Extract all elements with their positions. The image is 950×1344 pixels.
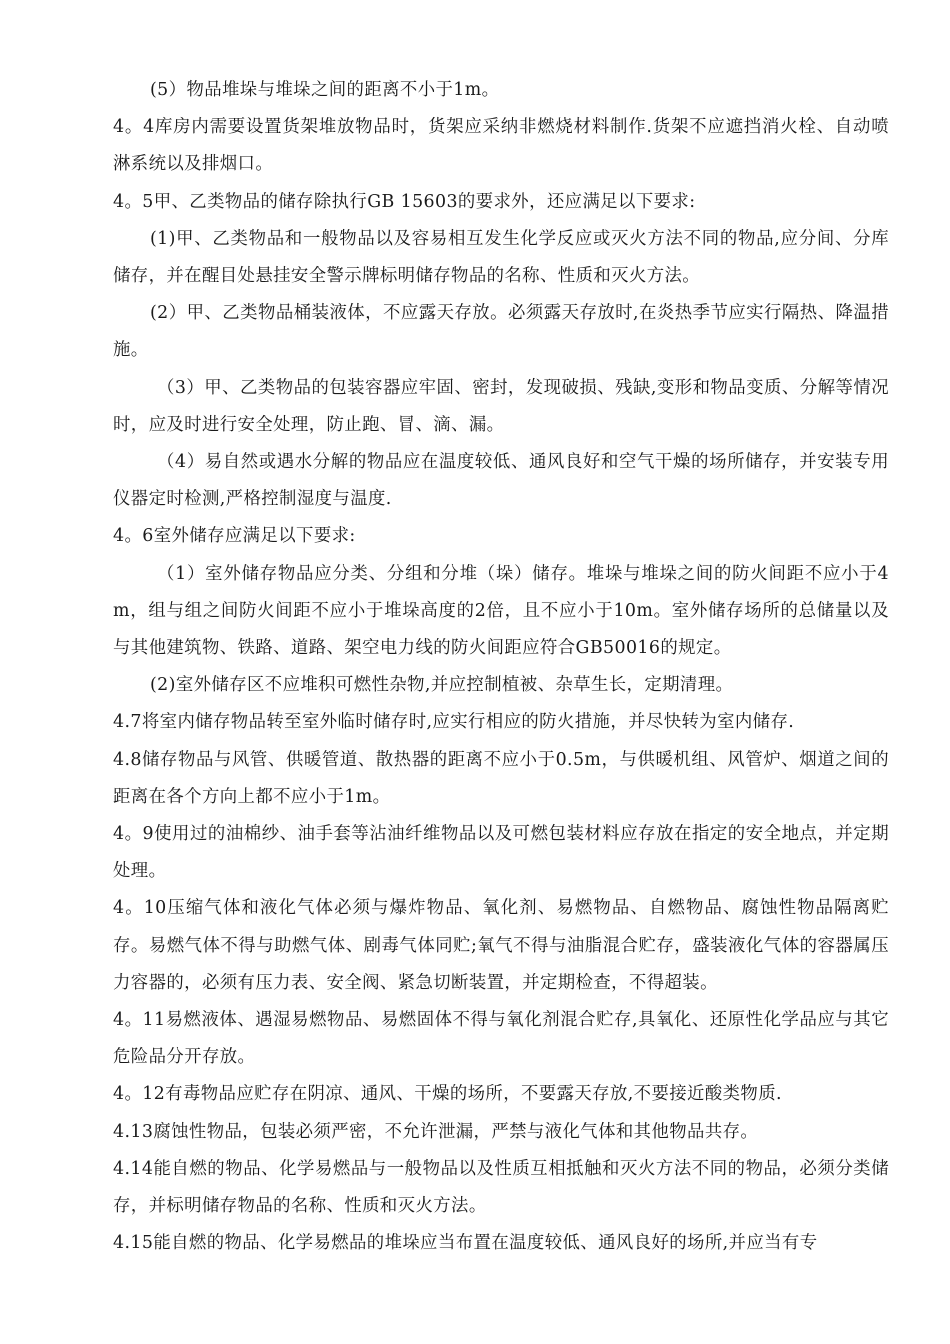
paragraph-4-5-item-2: (2）甲、乙类物品桶装液体，不应露天存放。必须露天存放时,在炎热季节应实行隔热、降温措施。 xyxy=(113,303,889,361)
paragraph-4-15: 4.15能自燃的物品、化学易燃品的堆垛应当布置在温度较低、通风良好的场所,并应当有专 xyxy=(113,1233,818,1254)
paragraph-4-7: 4.7将室内储存物品转至室外临时储存时,应实行相应的防火措施，并尽快转为室内储存. xyxy=(113,712,795,733)
paragraph-4-6-item-1: （1）室外储存物品应分类、分组和分堆（垛）储存。堆垛与堆垛之间的防火间距不应小于4m，组与组之间防火间距不应小于堆垛高度的2倍，且不应小于10m。室外储存场所的总储量以及与其他建筑物、铁路、道路、架空电力线的防火间距应符合GB50016的规定。 xyxy=(113,563,889,659)
paragraph-4-6-item-2: (2)室外储存区不应堆积可燃性杂物,并应控制植被、杂草生长，定期清理。 xyxy=(150,675,734,696)
paragraph-4-13: 4.13腐蚀性物品，包装必须严密，不允许泄漏，严禁与液化气体和其他物品共存。 xyxy=(113,1121,759,1142)
paragraph-4-8: 4.8储存物品与风管、供暖管道、散热器的距离不应小于0.5m，与供暖机组、风管炉、烟道之间的距离在各个方向上都不应小于1m。 xyxy=(113,749,889,807)
document-body xyxy=(113,72,889,1263)
paragraph-4-6: 4。6室外储存应满足以下要求: xyxy=(113,526,356,547)
paragraph-4-12: 4。12有毒物品应贮存在阴凉、通风、干燥的场所，不要露天存放,不要接近酸类物质. xyxy=(113,1084,782,1105)
paragraph-4-5-item-4: （4）易自然或遇水分解的物品应在温度较低、通风良好和空气干燥的场所储存，并安装专用仪器定时检测,严格控制湿度与温度. xyxy=(113,452,889,510)
paragraph-4-9: 4。9使用过的油棉纱、油手套等沾油纤维物品以及可燃包装材料应存放在指定的安全地点，并定期处理。 xyxy=(113,824,889,882)
paragraph-4-4: 4。4库房内需要设置货架堆放物品时，货架应采纳非燃烧材料制作.货架不应遮挡消火栓、自动喷淋系统以及排烟口。 xyxy=(113,117,889,175)
paragraph-4-14: 4.14能自燃的物品、化学易燃品与一般物品以及性质互相抵触和灭火方法不同的物品，必须分类储存，并标明储存物品的名称、性质和灭火方法。 xyxy=(113,1158,889,1217)
paragraph-4-5-item-1: (1)甲、乙类物品和一般物品以及容易相互发生化学反应或灭火方法不同的物品,应分间、分库储存，并在醒目处悬挂安全警示牌标明储存物品的名称、性质和灭火方法。 xyxy=(113,228,889,287)
paragraph-4-5: 4。5甲、乙类物品的储存除执行GB 15603的要求外，还应满足以下要求: xyxy=(113,191,696,212)
paragraph-4-3-item-5: (5）物品堆垛与堆垛之间的距离不小于1m。 xyxy=(150,80,500,100)
paragraph-4-5-item-3: （3）甲、乙类物品的包装容器应牢固、密封，发现破损、残缺,变形和物品变质、分解等情况时，应及时进行安全处理，防止跑、冒、滴、漏。 xyxy=(113,377,889,435)
paragraph-4-10: 4。10压缩气体和液化气体必须与爆炸物品、氧化剂、易燃物品、自燃物品、腐蚀性物品隔离贮存。易燃气体不得与助燃气体、剧毒气体同贮;氧气不得与油脂混合贮存，盛装液化气体的容器属压力容器的，必须有压力表、安全阀、紧急切断装置，并定期检查，不得超装。 xyxy=(113,898,889,993)
paragraph-4-11: 4。11易燃液体、遇湿易燃物品、易燃固体不得与氧化剂混合贮存,具氧化、还原性化学品应与其它危险品分开存放。 xyxy=(113,1010,889,1068)
